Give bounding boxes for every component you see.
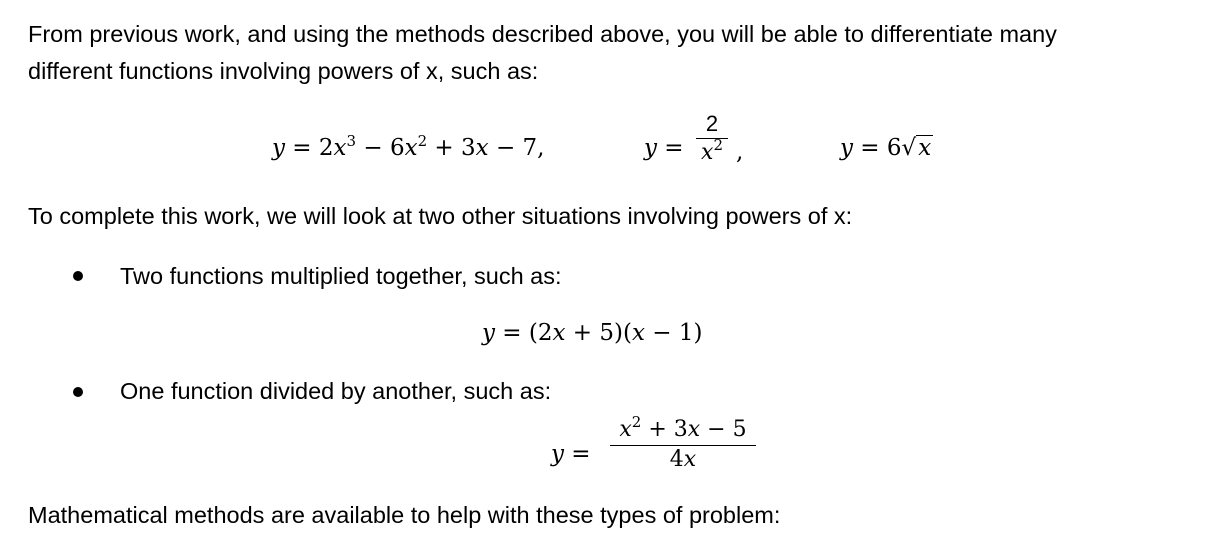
product-formula: y = (2x + 5)(x − 1) xyxy=(482,320,703,346)
example-root: y = 6√x xyxy=(840,135,932,161)
situations-intro: To complete this work, we will look at two other situations involving powers of x: xyxy=(28,203,853,229)
quotient-lhs: y = xyxy=(551,441,591,467)
example-polynomial: $y = 2x^3 - 6x^2 + 3x - 7$, xyxy=(272,132,545,161)
bullet-1-text: Two functions multiplied together, such as: xyxy=(120,263,562,289)
intro-line-2: different functions involving powers of x, such as: xyxy=(28,58,539,84)
bullet-dot xyxy=(73,387,83,397)
closing-text: Mathematical methods are available to help with these types of problem: xyxy=(28,502,781,528)
sqrt-sign: √x xyxy=(901,135,932,161)
bullet-2-text: One function divided by another, such as: xyxy=(120,378,552,404)
example-reciprocal-fraction: 2 $x^2$ xyxy=(696,110,728,168)
intro-line-1: From previous work, and using the methods described above, you will be able to differentiate many xyxy=(28,21,1057,47)
bullet-dot xyxy=(73,271,83,281)
quotient-fraction: $x^2 + 3x - 5$ 4x xyxy=(610,416,756,474)
example-reciprocal-lhs: y = xyxy=(644,135,684,161)
example-reciprocal-comma: , xyxy=(736,139,744,165)
